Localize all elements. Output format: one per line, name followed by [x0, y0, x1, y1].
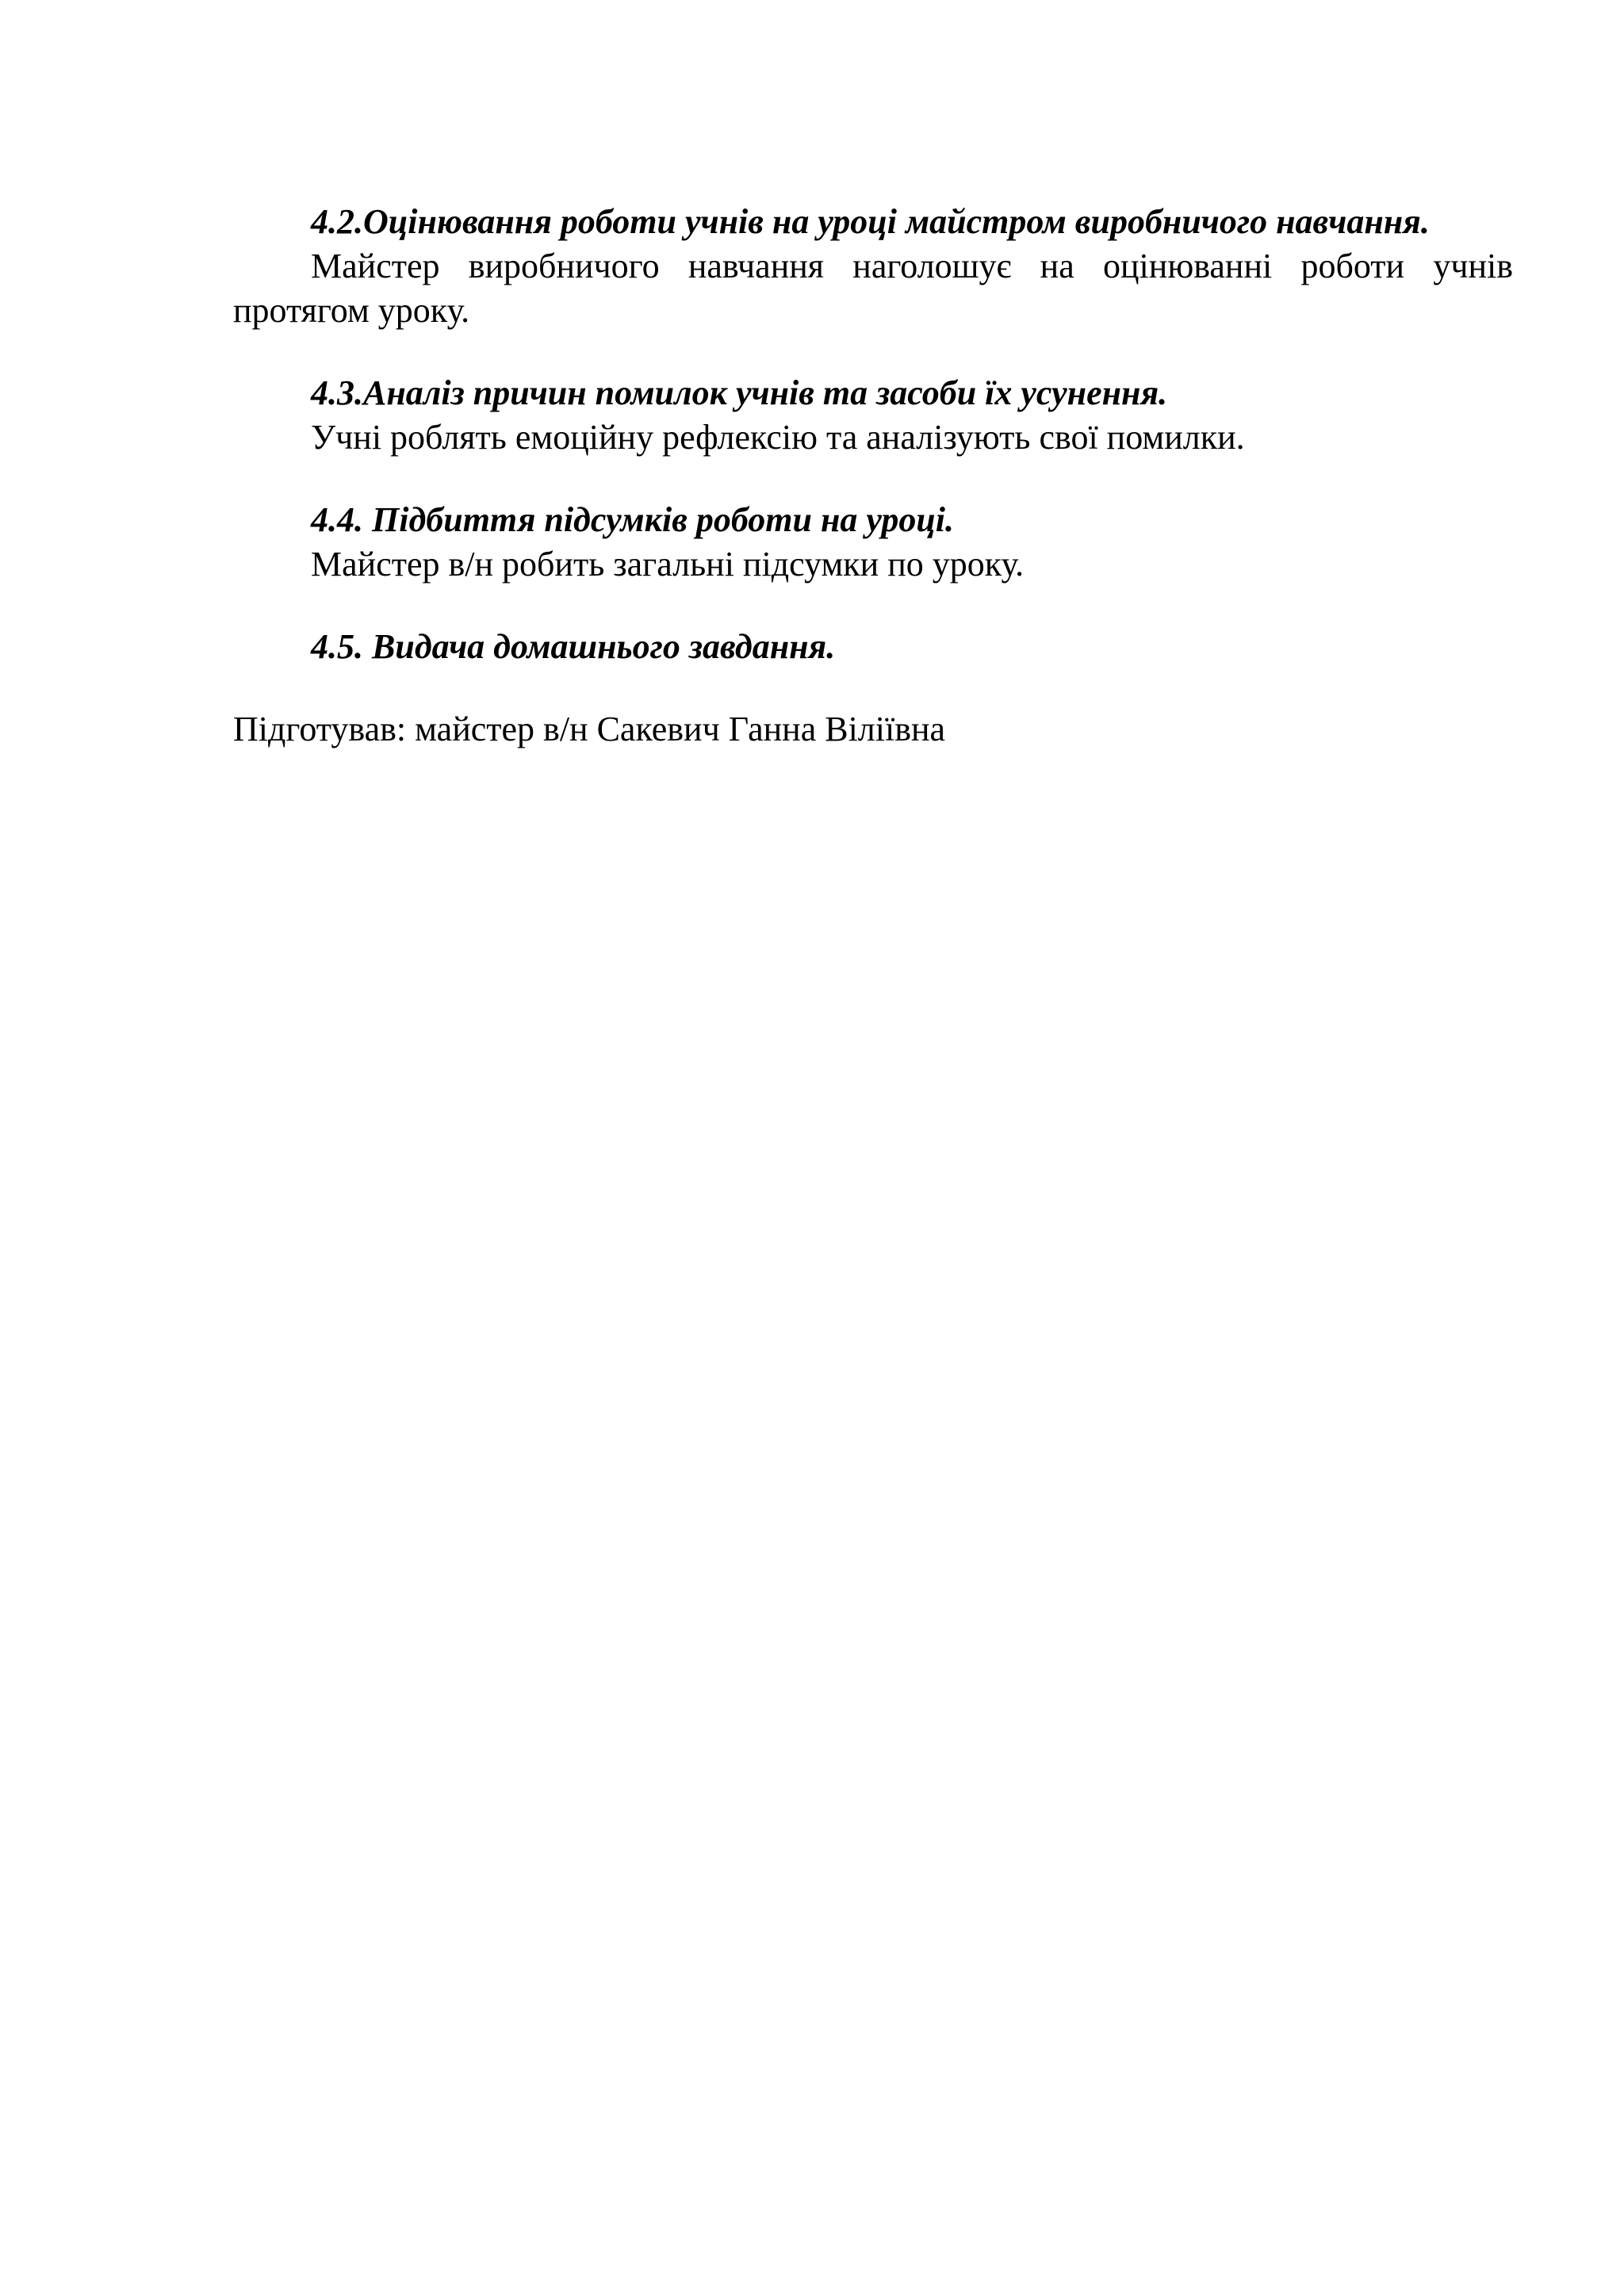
section-body: Майстер виробничого навчання наголошує на оцінюванні роботи учнів протягом уроку. [233, 247, 1513, 330]
spacer [233, 587, 1513, 625]
section-body: Майстер в/н робить загальні підсумки по уроку. [311, 545, 1025, 584]
section-4-2 [233, 200, 1513, 333]
section-heading: 4.4. Підбиття підсумків роботи на уроці. [311, 500, 955, 539]
spacer [233, 669, 1513, 707]
section-heading: 4.3.Аналіз причин помилок учнів та засоби їх усунення. [311, 373, 1168, 412]
spacer [233, 460, 1513, 498]
section-body: Учні роблять емоційну рефлексію та аналізують свої помилки. [311, 418, 1245, 457]
signature-line: Підготував: майстер в/н Сакевич Ганна Віліївна [233, 710, 946, 748]
section-4-5 [233, 625, 1513, 669]
spacer [233, 333, 1513, 371]
section-4-3 [233, 371, 1513, 460]
document-content [233, 200, 1513, 752]
section-heading: 4.5. Видача домашнього завдання. [311, 627, 836, 666]
section-4-4 [233, 498, 1513, 587]
section-heading: 4.2.Оцінювання роботи учнів на уроці майстром виробничого навчання. [311, 202, 1430, 241]
